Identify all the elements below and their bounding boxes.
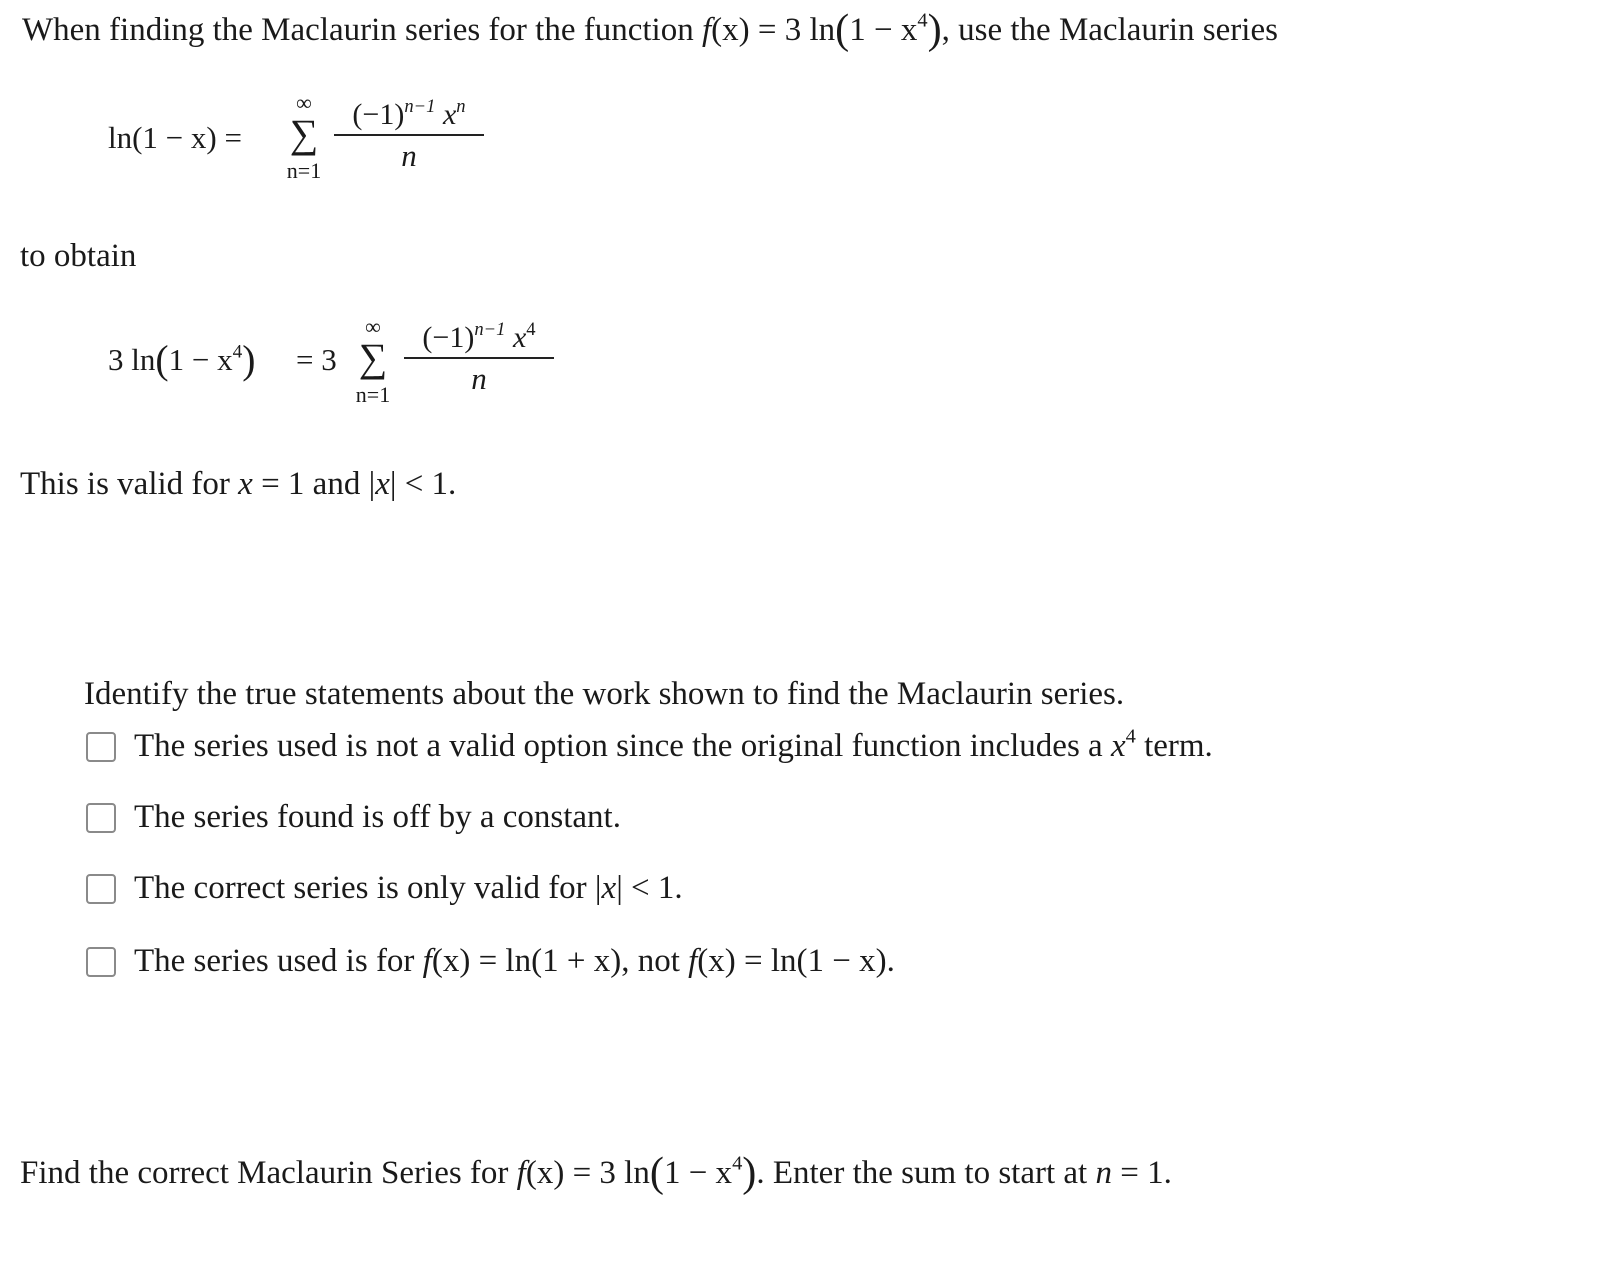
series1-denominator: n bbox=[401, 137, 417, 173]
validity-statement: This is valid for x = 1 and |x| < 1. bbox=[20, 466, 457, 502]
option-1[interactable] bbox=[86, 725, 1213, 765]
series2-sum: ∞ ∑ n=1 bbox=[355, 314, 391, 407]
series2-numerator: $(-1)^{n-1}$ $x^4$ bbox=[422, 318, 536, 354]
option-2[interactable] bbox=[86, 799, 621, 836]
option-4-label: The series used is for f(x) = ln(1 + x), not f(x) = ln(1 − x). bbox=[134, 943, 895, 979]
option-3-label: The correct series is only valid for |x| < 1. bbox=[134, 870, 683, 906]
option-1-checkbox[interactable] bbox=[86, 732, 116, 762]
option-1-label: The series used is not a valid option since the original function includes a $x^4$ term. bbox=[134, 725, 1213, 764]
option-3[interactable] bbox=[86, 870, 683, 907]
function-f: f bbox=[701, 12, 712, 48]
final-prompt: Find the correct Maclaurin Series for f(x) = 3 $\ln(1 - x^4)$. Enter the sum to start at n = 1. bbox=[20, 1149, 1172, 1196]
series2-denominator: n bbox=[471, 360, 487, 396]
question-prompt: Identify the true statements about the work shown to find the Maclaurin series. bbox=[84, 676, 1125, 712]
series2-fraction bbox=[404, 318, 554, 396]
option-3-checkbox[interactable] bbox=[86, 874, 116, 904]
intro-sentence: When finding the Maclaurin series for the function f(x) = 3 $\ln(1 - x^4)$, use the Maclaurin series bbox=[22, 6, 1278, 53]
series1-lhs: ln(1 − x) = bbox=[108, 120, 242, 155]
series1-fraction bbox=[334, 95, 484, 173]
series2-lhs: 3 $\ln(1 - x^4)$ bbox=[108, 338, 256, 382]
to-obtain-text: to obtain bbox=[20, 238, 137, 274]
series2-equals: = 3 bbox=[296, 342, 337, 377]
series1-numerator: $(-1)^{n-1}$ $x^n$ bbox=[352, 95, 466, 131]
option-4[interactable] bbox=[86, 943, 895, 980]
option-2-label: The series found is off by a constant. bbox=[134, 799, 621, 835]
option-4-checkbox[interactable] bbox=[86, 947, 116, 977]
series1-sum: ∞ ∑ n=1 bbox=[286, 90, 322, 183]
option-2-checkbox[interactable] bbox=[86, 803, 116, 833]
